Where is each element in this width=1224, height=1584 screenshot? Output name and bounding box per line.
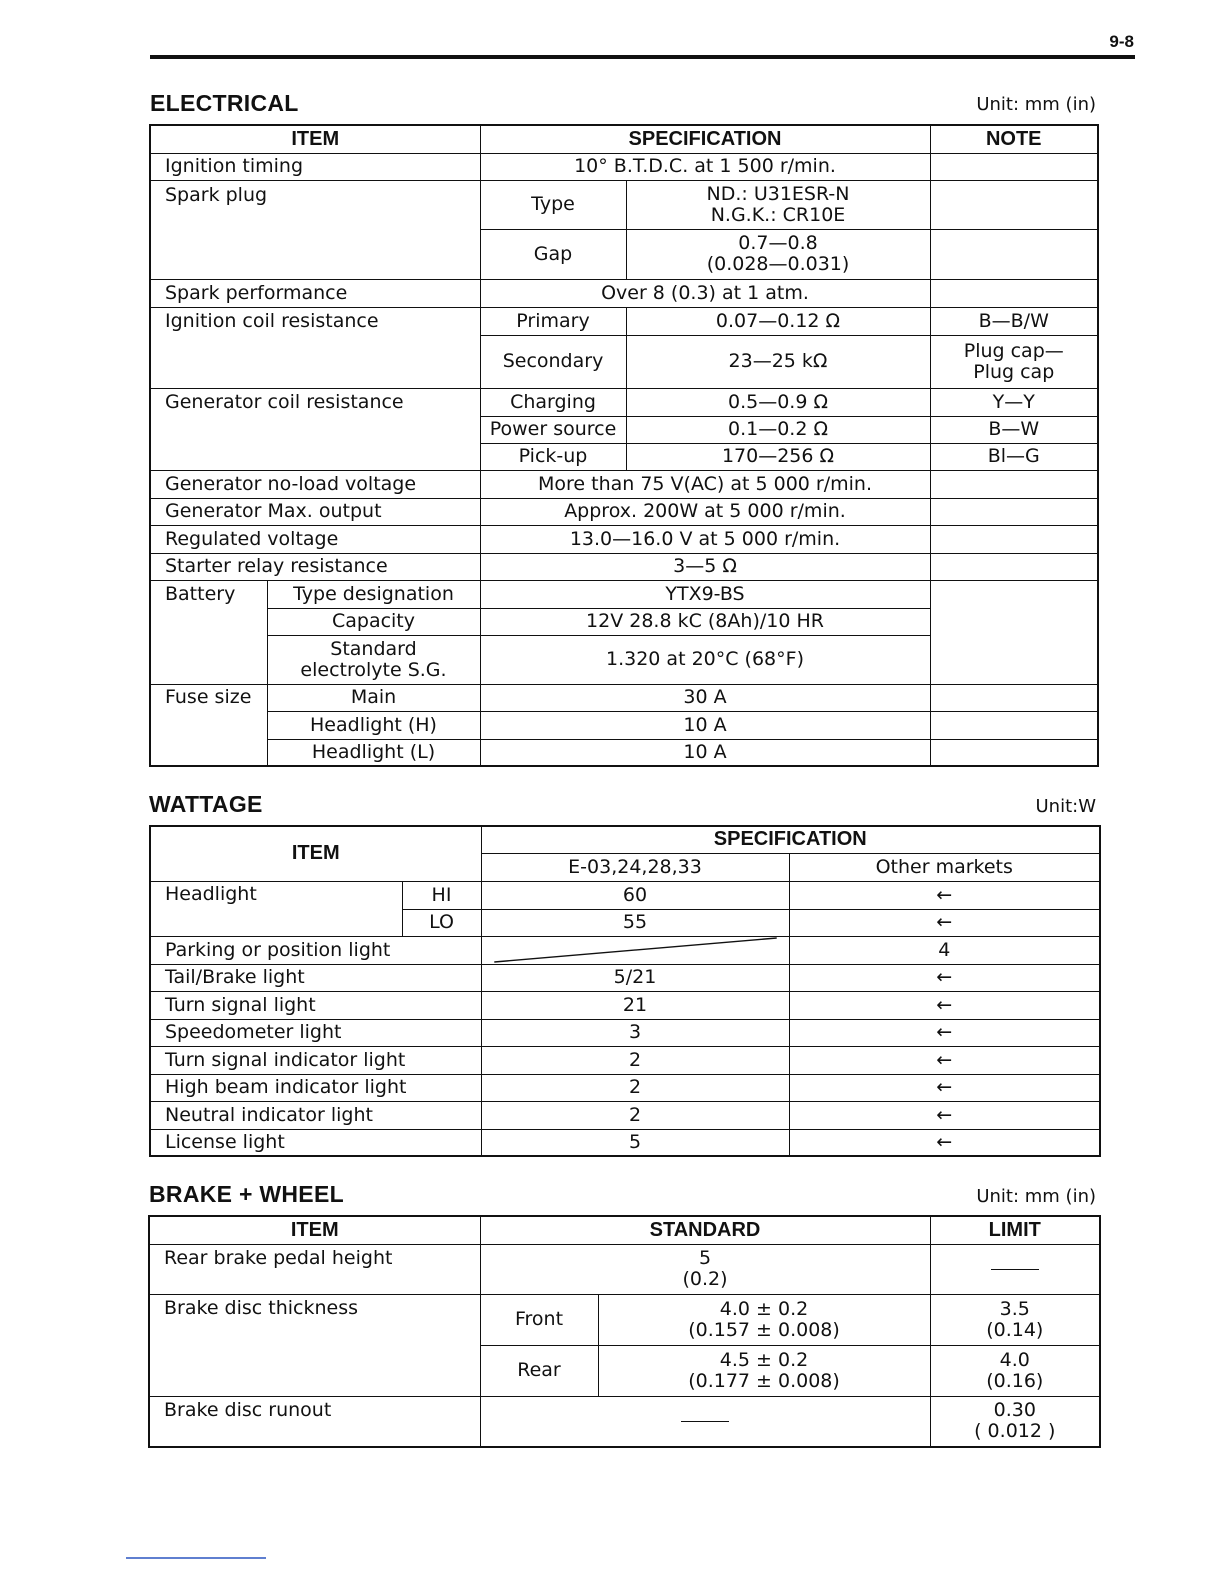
front-limit-mm: 3.5 — [999, 1297, 1030, 1320]
fuse-item: Fuse size — [150, 684, 267, 766]
electrical-title: ELECTRICAL — [150, 90, 299, 116]
header-note: NOTE — [930, 125, 1098, 153]
no-standard-dash — [681, 1421, 729, 1422]
regulated-note — [930, 525, 1098, 553]
front-limit-in: (0.14) — [986, 1318, 1044, 1341]
disc-runout-limit — [930, 1396, 1100, 1447]
spark-plug-gap-mm: 0.7—0.8 — [738, 232, 818, 254]
headlight-hi-label: HI — [402, 881, 481, 909]
battery-capacity-value: 12V 28.8 kC (8Ah)/10 HR — [480, 608, 930, 635]
disc-thickness-front-standard — [598, 1294, 930, 1345]
front-standard-in: (0.157 ± 0.008) — [688, 1318, 840, 1341]
pedal-height-item: Rear brake pedal height — [149, 1244, 480, 1294]
secondary-note-line2: Plug cap — [973, 360, 1055, 383]
ignition-coil-primary-value: 0.07—0.12 Ω — [626, 307, 930, 335]
fuse-main-label: Main — [267, 684, 480, 711]
spark-plug-item: Spark plug — [150, 180, 480, 279]
disc-runout-standard — [480, 1396, 930, 1447]
pedal-height-standard — [480, 1244, 930, 1294]
headlight-lo-v2: ← — [789, 909, 1100, 936]
electrical-table — [149, 124, 1099, 767]
brake-header-limit: LIMIT — [930, 1216, 1100, 1244]
wattage-row-v2: ← — [789, 1019, 1100, 1046]
header-item: ITEM — [150, 125, 480, 153]
disc-thickness-front-limit — [930, 1294, 1100, 1345]
generator-charging-note: Y—Y — [930, 388, 1098, 416]
wattage-row-item: Turn signal indicator light — [150, 1046, 481, 1074]
gen-noload-note — [930, 470, 1098, 498]
ignition-coil-secondary-note — [930, 335, 1098, 388]
battery-sg-label-line1: Standard — [330, 637, 417, 660]
wattage-unit: Unit:W — [1035, 796, 1096, 817]
wattage-row-v1: 5 — [481, 1129, 789, 1156]
not-applicable-diagonal — [482, 937, 789, 963]
pedal-height-limit — [930, 1244, 1100, 1294]
rear-limit-mm: 4.0 — [999, 1348, 1030, 1371]
wattage-row-v2: ← — [789, 964, 1100, 991]
generator-power-label: Power source — [480, 416, 626, 443]
ignition-coil-primary-label: Primary — [480, 307, 626, 335]
spark-plug-gap-in: (0.028—0.031) — [706, 253, 850, 275]
gen-max-spec: Approx. 200W at 5 000 r/min. — [480, 498, 930, 525]
gen-max-note — [930, 498, 1098, 525]
runout-limit-mm: 0.30 — [993, 1399, 1036, 1422]
disc-thickness-item: Brake disc thickness — [149, 1294, 480, 1396]
starter-relay-item: Starter relay resistance — [150, 553, 480, 580]
ignition-coil-primary-note: B—B/W — [930, 307, 1098, 335]
wattage-row-v2: ← — [789, 991, 1100, 1019]
rear-standard-in: (0.177 ± 0.008) — [688, 1369, 840, 1392]
battery-note — [930, 580, 1098, 684]
spark-plug-type-nd: ND.: U31ESR-N — [706, 182, 850, 205]
wattage-header-col2: Other markets — [789, 853, 1100, 881]
brake-table — [148, 1215, 1101, 1448]
generator-pickup-note: Bl—G — [930, 443, 1098, 470]
fuse-main-value: 30 A — [480, 684, 930, 711]
generator-pickup-label: Pick-up — [480, 443, 626, 470]
wattage-row-v2: 4 — [789, 936, 1100, 964]
gen-noload-item: Generator no-load voltage — [150, 470, 480, 498]
ignition-timing-spec: 10° B.T.D.C. at 1 500 r/min. — [480, 153, 930, 180]
headlight-lo-v1: 55 — [481, 909, 789, 936]
wattage-row-v1: 2 — [481, 1046, 789, 1074]
wattage-title: WATTAGE — [149, 791, 263, 817]
headlight-lo-label: LO — [402, 909, 481, 936]
spark-performance-spec: Over 8 (0.3) at 1 atm. — [480, 279, 930, 307]
disc-thickness-rear-label: Rear — [480, 1345, 598, 1396]
runout-limit-in: ( 0.012 ) — [974, 1420, 1056, 1443]
generator-charging-value: 0.5—0.9 Ω — [626, 388, 930, 416]
wattage-row-v1: 5/21 — [481, 964, 789, 991]
wattage-row-v1: 3 — [481, 1019, 789, 1046]
electrical-unit: Unit: mm (in) — [976, 94, 1096, 115]
wattage-row-v2: ← — [789, 1101, 1100, 1129]
wattage-row-item: Turn signal light — [150, 991, 481, 1019]
battery-capacity-label: Capacity — [267, 608, 480, 635]
rear-limit-in: (0.16) — [986, 1369, 1044, 1392]
battery-sg-value: 1.320 at 20°C (68°F) — [480, 635, 930, 684]
disc-thickness-rear-limit — [930, 1345, 1100, 1396]
bottom-blue-line — [126, 1557, 266, 1559]
spark-plug-gap-value — [626, 229, 930, 279]
wattage-row-item: Neutral indicator light — [150, 1101, 481, 1129]
spark-performance-item: Spark performance — [150, 279, 480, 307]
header-specification: SPECIFICATION — [480, 125, 930, 153]
headlight-hi-v1: 60 — [481, 881, 789, 909]
rear-standard-mm: 4.5 ± 0.2 — [719, 1348, 809, 1371]
wattage-header-item: ITEM — [150, 826, 481, 881]
spark-plug-type-ngk: N.G.K.: CR10E — [710, 203, 846, 226]
generator-power-value: 0.1—0.2 Ω — [626, 416, 930, 443]
battery-item: Battery — [150, 580, 267, 684]
wattage-row-v1: 2 — [481, 1074, 789, 1101]
wattage-row-item: License light — [150, 1129, 481, 1156]
headlight-item: Headlight — [150, 881, 402, 936]
ignition-coil-secondary-label: Secondary — [480, 335, 626, 388]
regulated-spec: 13.0—16.0 V at 5 000 r/min. — [480, 525, 930, 553]
fuse-headlight-l-note — [930, 739, 1098, 766]
regulated-item: Regulated voltage — [150, 525, 480, 553]
gen-noload-spec: More than 75 V(AC) at 5 000 r/min. — [480, 470, 930, 498]
header-rule — [150, 55, 1135, 59]
battery-type-value: YTX9-BS — [480, 580, 930, 608]
ignition-timing-item: Ignition timing — [150, 153, 480, 180]
wattage-row-v2: ← — [789, 1074, 1100, 1101]
generator-pickup-value: 170—256 Ω — [626, 443, 930, 470]
pedal-height-in: (0.2) — [682, 1268, 728, 1290]
brake-title: BRAKE + WHEEL — [149, 1181, 344, 1207]
starter-relay-note — [930, 553, 1098, 580]
battery-sg-label-line2: electrolyte S.G. — [300, 658, 447, 681]
brake-header-standard: STANDARD — [480, 1216, 930, 1244]
spark-plug-type-value — [626, 180, 930, 229]
brake-unit: Unit: mm (in) — [976, 1186, 1096, 1207]
generator-coil-item: Generator coil resistance — [150, 388, 480, 470]
disc-thickness-rear-standard — [598, 1345, 930, 1396]
fuse-headlight-h-note — [930, 711, 1098, 739]
disc-runout-item: Brake disc runout — [149, 1396, 480, 1447]
ignition-coil-secondary-value: 23—25 kΩ — [626, 335, 930, 388]
wattage-header-spec: SPECIFICATION — [481, 826, 1100, 853]
fuse-headlight-l-label: Headlight (L) — [267, 739, 480, 766]
spark-plug-type-note — [930, 180, 1098, 229]
generator-charging-label: Charging — [480, 388, 626, 416]
fuse-headlight-h-label: Headlight (H) — [267, 711, 480, 739]
wattage-header-col1: E-03,24,28,33 — [481, 853, 789, 881]
fuse-headlight-h-value: 10 A — [480, 711, 930, 739]
wattage-row-item: Parking or position light — [150, 936, 481, 964]
ignition-timing-note — [930, 153, 1098, 180]
spark-plug-type-label: Type — [480, 180, 626, 229]
gen-max-item: Generator Max. output — [150, 498, 480, 525]
fuse-main-note — [930, 684, 1098, 711]
disc-thickness-front-label: Front — [480, 1294, 598, 1345]
wattage-row-item: Tail/Brake light — [150, 964, 481, 991]
secondary-note-line1: Plug cap— — [963, 339, 1064, 362]
no-limit-dash — [991, 1269, 1039, 1270]
starter-relay-spec: 3—5 Ω — [480, 553, 930, 580]
page-number: 9-8 — [1109, 32, 1134, 51]
battery-sg-label — [267, 635, 480, 684]
wattage-row-item: High beam indicator light — [150, 1074, 481, 1101]
headlight-hi-v2: ← — [789, 881, 1100, 909]
generator-power-note: B—W — [930, 416, 1098, 443]
wattage-row-v1: 2 — [481, 1101, 789, 1129]
fuse-headlight-l-value: 10 A — [480, 739, 930, 766]
front-standard-mm: 4.0 ± 0.2 — [719, 1297, 809, 1320]
wattage-row-v2: ← — [789, 1129, 1100, 1156]
brake-header-item: ITEM — [149, 1216, 480, 1244]
wattage-table — [149, 825, 1101, 1157]
pedal-height-mm: 5 — [698, 1247, 712, 1269]
wattage-row-item: Speedometer light — [150, 1019, 481, 1046]
spark-plug-gap-note — [930, 229, 1098, 279]
spark-plug-gap-label: Gap — [480, 229, 626, 279]
wattage-row-v2: ← — [789, 1046, 1100, 1074]
battery-type-label: Type designation — [267, 580, 480, 608]
ignition-coil-item: Ignition coil resistance — [150, 307, 480, 388]
wattage-row-v1-diagonal — [481, 936, 789, 964]
spark-performance-note — [930, 279, 1098, 307]
wattage-row-v1: 21 — [481, 991, 789, 1019]
